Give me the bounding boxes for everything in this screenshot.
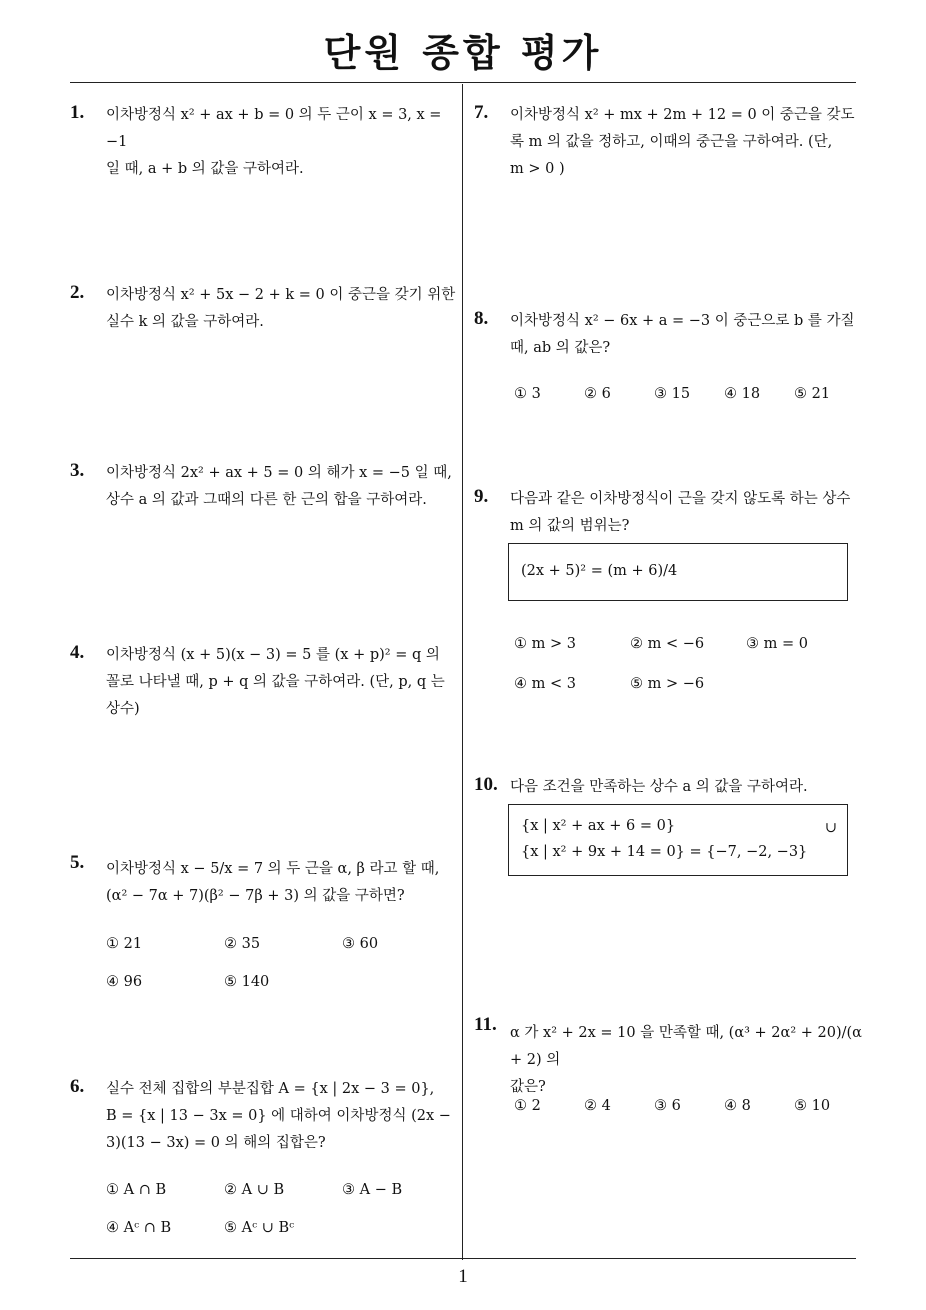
option-4[interactable]: ④ Aᶜ ∩ B	[106, 1220, 172, 1236]
page-number: 1	[458, 1266, 468, 1287]
option-5[interactable]: ⑤ Aᶜ ∪ Bᶜ	[224, 1220, 295, 1236]
question-text	[106, 642, 445, 723]
question-text	[510, 486, 850, 540]
question-line: m 의 값의 범위는?	[510, 518, 630, 534]
question-number: 1.	[70, 102, 85, 123]
option-1[interactable]: ① m > 3	[514, 636, 576, 652]
page-title: 단원 종합 평가	[323, 31, 603, 75]
option-2[interactable]: ② 6	[584, 386, 611, 402]
set-line-2: {x | x² + 9x + 14 = 0} = {−7, −2, −3}	[521, 844, 808, 860]
question-number: 4.	[70, 642, 85, 663]
question-text	[510, 774, 808, 801]
option-1[interactable]: ① 3	[514, 386, 541, 402]
equation: (2x + 5)² = (m + 6)/4	[521, 563, 678, 579]
question-number: 10.	[474, 774, 498, 795]
question-line: 이차방정식 (x + 5)(x − 3) = 5 를 (x + p)² = q 의	[106, 647, 440, 663]
question-11	[474, 1014, 864, 1124]
question-text	[106, 1076, 451, 1157]
question-line: 값은?	[510, 1079, 546, 1095]
option-5[interactable]: ⑤ 21	[794, 386, 831, 402]
question-line: B = {x | 13 − 3x = 0} 에 대하여 이차방정식 (2x −	[106, 1108, 451, 1124]
question-text	[510, 308, 855, 362]
condition-box	[508, 543, 848, 601]
question-line: (α² − 7α + 7)(β² − 7β + 3) 의 값을 구하면?	[106, 888, 405, 904]
question-line: 다음과 같은 이차방정식이 근을 갖지 않도록 하는 상수	[510, 491, 851, 507]
option-3[interactable]: ③ 15	[654, 386, 691, 402]
question-number: 5.	[70, 852, 85, 873]
question-5	[70, 852, 460, 1002]
option-3[interactable]: ③ 6	[654, 1098, 681, 1114]
set-line-1: {x | x² + ax + 6 = 0}	[521, 818, 676, 834]
question-number: 9.	[474, 486, 489, 507]
question-number: 11.	[474, 1014, 497, 1035]
question-number: 2.	[70, 282, 85, 303]
option-2[interactable]: ② 4	[584, 1098, 611, 1114]
option-4[interactable]: ④ 96	[106, 974, 143, 990]
option-3[interactable]: ③ m = 0	[746, 636, 808, 652]
option-5[interactable]: ⑤ m > −6	[630, 676, 705, 692]
question-text	[106, 856, 439, 910]
question-line: 다음 조건을 만족하는 상수 a 의 값을 구하여라.	[510, 779, 808, 795]
question-text	[106, 102, 460, 183]
question-text	[106, 282, 455, 336]
option-2[interactable]: ② 35	[224, 936, 261, 952]
question-line: 이차방정식 x² + mx + 2m + 12 = 0 이 중근을 갖도	[510, 107, 855, 123]
question-line: 상수)	[106, 701, 140, 717]
question-line: 때, ab 의 값은?	[510, 340, 611, 356]
option-2[interactable]: ② A ∪ B	[224, 1182, 285, 1198]
option-3[interactable]: ③ 60	[342, 936, 379, 952]
question-line: 록 m 의 값을 정하고, 이때의 중근을 구하여라. (단,	[510, 134, 833, 150]
question-number: 8.	[474, 308, 489, 329]
option-3[interactable]: ③ A − B	[342, 1182, 403, 1198]
question-text	[106, 460, 452, 514]
option-4[interactable]: ④ m < 3	[514, 676, 576, 692]
question-line: 3)(13 − 3x) = 0 의 해의 집합은?	[106, 1135, 326, 1151]
question-line: 실수 전체 집합의 부분집합 A = {x | 2x − 3 = 0},	[106, 1081, 435, 1097]
question-number: 3.	[70, 460, 85, 481]
question-text	[510, 1020, 864, 1101]
option-1[interactable]: ① 2	[514, 1098, 541, 1114]
option-2[interactable]: ② m < −6	[630, 636, 705, 652]
union-symbol: ∪	[824, 820, 837, 836]
top-rule	[70, 82, 856, 83]
question-line: 이차방정식 x² + 5x − 2 + k = 0 이 중근을 갖기 위한	[106, 287, 456, 303]
question-8	[474, 308, 864, 408]
option-1[interactable]: ① A ∩ B	[106, 1182, 167, 1198]
question-line: 이차방정식 2x² + ax + 5 = 0 의 해가 x = −5 일 때,	[106, 465, 452, 481]
column-divider	[462, 84, 463, 1260]
option-5[interactable]: ⑤ 10	[794, 1098, 831, 1114]
option-4[interactable]: ④ 18	[724, 386, 761, 402]
question-10	[474, 774, 864, 884]
question-9	[474, 486, 864, 706]
question-text	[510, 102, 855, 183]
option-5[interactable]: ⑤ 140	[224, 974, 270, 990]
question-6	[70, 1076, 460, 1246]
question-line: 이차방정식 x² + ax + b = 0 의 두 근이 x = 3, x = −1	[106, 107, 442, 150]
question-line: α 가 x² + 2x = 10 을 만족할 때, (α³ + 2α² + 20)/(α + 2) 의	[510, 1025, 862, 1068]
question-line: 상수 a 의 값과 그때의 다른 한 근의 합을 구하여라.	[106, 492, 427, 508]
question-number: 7.	[474, 102, 489, 123]
question-line: 실수 k 의 값을 구하여라.	[106, 314, 264, 330]
question-number: 6.	[70, 1076, 85, 1097]
question-line: 이차방정식 x − 5/x = 7 의 두 근을 α, β 라고 할 때,	[106, 861, 440, 877]
bottom-rule	[70, 1258, 856, 1259]
option-4[interactable]: ④ 8	[724, 1098, 751, 1114]
question-line: 이차방정식 x² − 6x + a = −3 이 중근으로 b 를 가질	[510, 313, 855, 329]
question-line: m > 0 )	[510, 161, 565, 177]
option-1[interactable]: ① 21	[106, 936, 143, 952]
question-line: 꼴로 나타낼 때, p + q 의 값을 구하여라. (단, p, q 는	[106, 674, 445, 690]
condition-box	[508, 804, 848, 876]
question-line: 일 때, a + b 의 값을 구하여라.	[106, 161, 304, 177]
